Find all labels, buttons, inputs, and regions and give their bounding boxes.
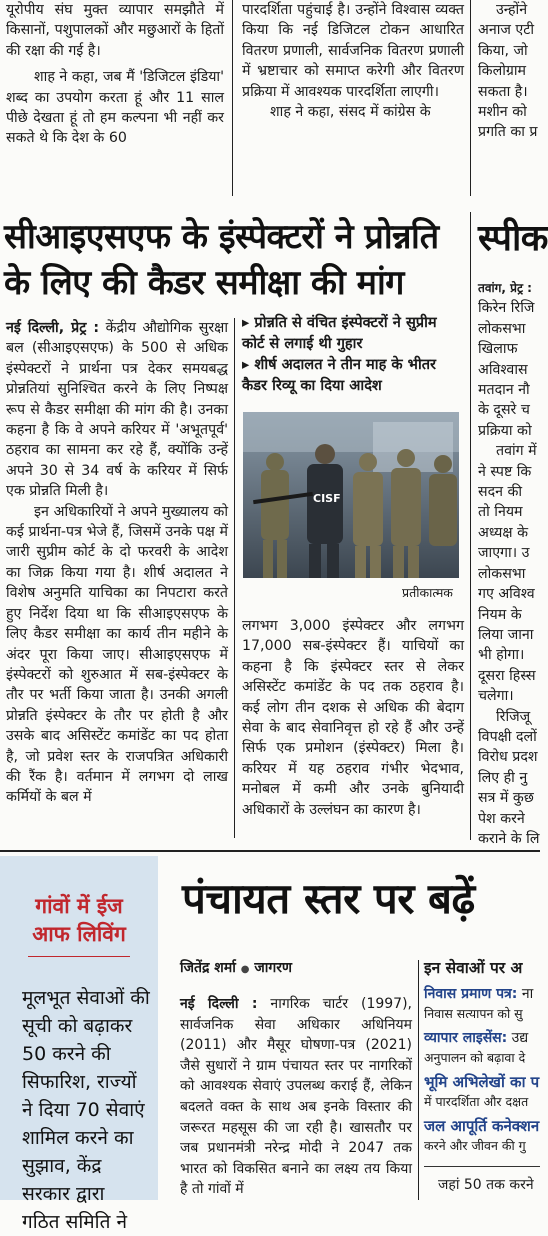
cisf-para1-text: केंद्रीय औद्योगिक सुरक्षा बल (सीआइएसएफ) के 500 से अधिक इंस्पेक्टरों ने प्रार्थना पत्र देकर समयबद्ध प्रोन्नतियां सुनिश्चित करने के लिए निष्पक्ष रूप से कैडर समीक्षा की मांग की है। उनका कहना है कि वे अपने करियर में 'अभूतपूर्व' ठहराव का सामना कर रहे हैं, क्योंकि उन्हें अपने 30 से 34 वर्ष के करियर में सिर्फ एक प्रोन्नति मिली है। <box>6 320 228 500</box>
sidebox-body-line: ने दिया 70 सेवाएं <box>22 1099 145 1121</box>
speaker-line: सत्र में कुछ <box>478 790 534 807</box>
cisf-photo <box>243 412 459 578</box>
top-divider-2 <box>470 0 471 196</box>
top-col3-line: किलोग्राम <box>478 63 527 80</box>
sidebox-body-line: शामिल करने का <box>22 1127 134 1149</box>
cisf-para3: लगभग 3,000 इंस्पेक्टर और लगभग 17,000 सब-इंस्पेक्टर हैं। याचियों का कहना है कि इंस्पेक्टर स्तर से लेकर असिस्टेंट कमांडेंट के पद तक ठहराव है। कई लोग तीन दशक से अधिक की बेदाग सेवा के बाद सेवानिवृत्त हो रहे हैं और उन्हें सिर्फ एक प्रमोशन (इंस्पेक्टर) मिला है। करियर में यह ठहराव गंभीर भेदभाव, मनोबल में कमी और उनके बुनियादी अधिकारों के उल्लंघन का कारण है। <box>242 618 464 818</box>
bullet-triangle-icon: ▸ <box>242 356 255 373</box>
byline-dot: ● <box>240 964 250 975</box>
panchayat-headline: पंचायत स्तर पर बढ़ें <box>182 874 475 923</box>
sidebox-title-line1: गांवों में ईज <box>35 894 123 918</box>
cisf-body-column-2 <box>242 616 464 820</box>
speaker-line: तो नियम <box>478 504 523 521</box>
speaker-line: खिलाफ <box>478 341 518 358</box>
sidebox-title-line2: आफ लिविंग <box>32 922 126 946</box>
speaker-body <box>478 278 540 849</box>
service-item: जल आपूर्ति कनेक्शन <box>424 1117 540 1135</box>
sidebox-body-line: गठित समिति ने <box>22 1211 127 1233</box>
speaker-line: लिया जाना <box>478 626 534 643</box>
speaker-line: भी होगा। <box>478 647 525 664</box>
sidebox-body-line: 50 करने की <box>22 1043 111 1065</box>
speaker-line: नियम के <box>478 606 522 623</box>
bullet-triangle-icon: ▸ <box>242 314 255 331</box>
photo-caption: प्रतीकात्मक <box>402 585 453 600</box>
speaker-line: जाएगा। उ <box>478 545 530 562</box>
speaker-line: दूसरा हिस्स <box>478 667 536 684</box>
cisf-headline-line1: सीआइएसएफ के इंस्पेक्टरों ने प्रोन्नति <box>4 217 439 257</box>
sidebox-body-line: सिफारिश, राज्यों <box>22 1071 137 1093</box>
panchayat-para1-text: नागरिक चार्टर (1997), सार्वजनिक सेवा अधिकार अधिनियम (2011) और मैसूर घोषणा-पत्र (2021) जैसे सुधारों ने ग्राम पंचायत स्तर पर नागरिकों को आवश्यक सेवाएं उपलब्ध कराई हैं, लेकिन बदलते वक्त के साथ अब इनके विस्तार की जरूरत महसूस की जा रही है। खासतौर पर जब प्रधानमंत्री नरेन्द्र मोदी ने 2047 तक भारत को विकसित बनाने का लक्ष्य तय किया है तो गांवों में <box>180 996 412 1198</box>
top-divider-1 <box>232 0 233 196</box>
cisf-para2: इन अधिकारियों ने अपने मुख्यालय को कई प्रार्थना-पत्र भेजे हैं, जिसमें उनके पक्ष में जारी सुप्रीम कोर्ट के दो फरवरी के आदेश का जिक्र किया गया है। शीर्ष अदालत ने विशेष अनुमति याचिका का निपटारा करते हुए निर्देश दिया था कि सीआइएसएफ के लिए कैडर समीक्षा का कार्य तीन महीने के अंदर पूरा किया जाए। सीआइएसएफ में इंस्पेक्टरों को शुरुआत में सब-इंस्पेक्टर के तौर पर भर्ती किया जाता है। उनकी अगली प्रोन्नति इंस्पेक्टर के तौर पर होती है और उसके बाद असिस्टेंट कमांडेंट का पद होता है, जो प्रवेश स्तर के राजपत्रित अधिकारी की रैंक है। वर्तमान में लगभग दो लाख कर्मियों के बल में <box>6 503 228 806</box>
services-bottom-text: जहां 50 तक करने <box>438 1177 534 1193</box>
top-col1-para1: यूरोपीय संघ मुक्त व्यापार समझौते में किसानों, पशुपालकों और मछुआरों के हितों की रक्षा की गई है। <box>6 2 224 59</box>
cisf-patch-text: CISF <box>313 492 341 505</box>
top-col3-line: प्रगति का प्र <box>478 124 538 141</box>
panchayat-para1 <box>180 994 412 1200</box>
cisf-headline-line2: के लिए की कैडर समीक्षा की मांग <box>4 263 404 303</box>
speaker-line: के दूसरे च <box>478 402 530 419</box>
services-rule <box>424 1166 540 1167</box>
services-title: इन सेवाओं पर अ <box>424 959 523 977</box>
speaker-dateline: तवांग, प्रेट्र : <box>478 281 532 295</box>
speaker-line: लोकसभा <box>478 565 526 582</box>
speaker-line: मतदान नौ <box>478 382 530 399</box>
top-col3-line: उन्होंने <box>496 2 528 18</box>
speaker-line: कराने के लि <box>478 830 540 847</box>
speaker-line: किरेन रिजि <box>478 300 535 317</box>
service-item-sub: अनुपालन को बढ़ावा दे <box>424 1050 526 1065</box>
sidebox-body-line: सूची को बढ़ाकर <box>22 1015 133 1037</box>
top-col2-para2: शाह ने कहा, संसद में कांग्रेस के <box>270 104 431 121</box>
speaker-line: गए अविश्व <box>478 586 535 603</box>
service-item: निवास प्रमाण पत्र: ना <box>424 986 534 1002</box>
panchayat-byline <box>180 958 292 977</box>
speaker-line: लिए ही नु <box>478 769 528 786</box>
cisf-bullet-2: ▸ शीर्ष अदालत ने तीन माह के भीतर कैडर रिव्यू का दिया आदेश <box>242 356 437 394</box>
cisf-body-column-1 <box>6 318 228 808</box>
top-column-2 <box>242 0 464 122</box>
ease-of-living-sidebox <box>0 856 158 1233</box>
panchayat-dateline: नई दिल्ली : <box>180 996 258 1012</box>
service-item: व्यापार लाइसेंस: उद्य <box>424 1030 529 1046</box>
top-col3-line: सकता है। <box>478 83 528 100</box>
cisf-divider <box>234 318 235 838</box>
speaker-line: रिजिजू <box>496 708 531 725</box>
speaker-line: विपक्षी दलों <box>478 728 537 745</box>
sidebox-body-line: मूलभूत सेवाओं की <box>22 987 150 1009</box>
top-col3-line: मशीन को <box>478 104 527 121</box>
speaker-line: अध्यक्ष के <box>478 524 528 541</box>
speaker-line: ने स्पष्ट कि <box>478 463 532 480</box>
top-column-1 <box>6 0 224 149</box>
speaker-line: सदन की <box>478 484 523 501</box>
sidebox-body-line: सरकार द्वारा <box>22 1183 105 1205</box>
cisf-para1 <box>6 318 228 502</box>
top-col1-para2: शाह ने कहा, जब मैं 'डिजिटल इंडिया' शब्द का उपयोग करता हूं और 11 साल पीछे देखता हूं तो हम कल्पना भी नहीं कर सकते थे कि देश के 60 <box>6 69 224 147</box>
speaker-headline: स्पीक <box>478 218 548 259</box>
speaker-line: तवांग में <box>496 443 537 460</box>
byline-paper: जागरण <box>254 960 293 976</box>
speaker-line: लोकसभा <box>478 320 526 337</box>
speaker-line: अविश्वास <box>478 361 528 378</box>
article2-divider <box>470 212 471 840</box>
speaker-line: चलेगा। <box>478 688 514 705</box>
cisf-personnel-illustration <box>243 412 459 578</box>
service-item-sub: निवास सत्यापन को सु <box>424 1006 523 1021</box>
sidebox-body-line: सुझाव, केंद्र <box>22 1155 102 1177</box>
panchayat-body <box>180 994 412 1200</box>
top-col3-line: किया, जो <box>478 42 528 59</box>
cisf-highlights <box>242 312 464 396</box>
panchayat-divider <box>418 960 419 1200</box>
speaker-line: विरोध प्रदश <box>478 749 538 766</box>
cisf-bullet-1: ▸ प्रोन्नति से वंचित इंस्पेक्टरों ने सुप्रीम कोर्ट से लगाई थी गुहार <box>242 314 437 352</box>
byline-author: जितेंद्र शर्मा <box>180 960 236 976</box>
speaker-line: प्रक्रिया को <box>478 422 532 439</box>
services-box <box>424 956 540 1195</box>
top-col3-line: अनाज एटी <box>478 22 535 39</box>
speaker-line: पेश करने <box>478 810 525 827</box>
cisf-dateline: नई दिल्ली, प्रेट्र : <box>6 320 100 336</box>
top-col2-para1: पारदर्शिता पहुंचाई है। उन्होंने विश्वास व्यक्त किया कि नई डिजिटल टोकन आधारित वितरण प्रणाली, सार्वजनिक वितरण प्रणाली में भ्रष्टाचार को समाप्त करेगी और वितरण प्रक्रिया में आवश्यक पारदर्शिता लाएगी। <box>242 2 464 100</box>
service-item: भूमि अभिलेखों का प <box>424 1073 540 1091</box>
sidebox-title-underline <box>28 956 130 957</box>
top-column-3 <box>478 0 540 143</box>
section-rule <box>0 850 540 852</box>
service-item-sub: करने और जीवन की गु <box>424 1138 526 1153</box>
service-item-sub: में पारदर्शिता और दक्षत <box>424 1094 529 1109</box>
